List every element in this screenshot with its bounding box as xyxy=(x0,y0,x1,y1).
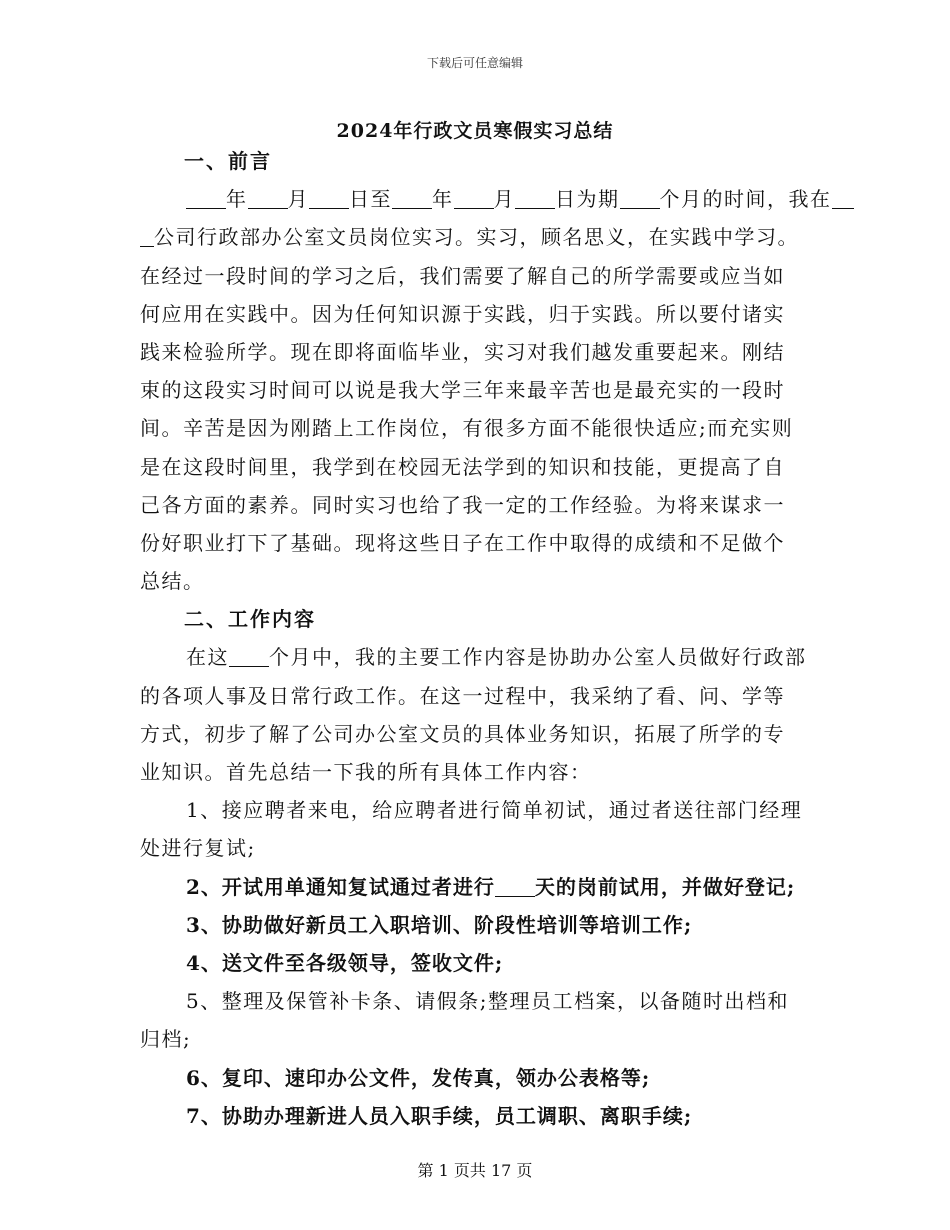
blank-field xyxy=(495,876,535,897)
work-item-1: 1、接应聘者来电，给应聘者进行简单初试，通过者送往部门经理 xyxy=(186,798,803,823)
work-item-1-cont: 处进行复试; xyxy=(140,836,256,861)
blank-field xyxy=(248,188,288,209)
blank-field xyxy=(515,188,555,209)
download-note: 下载后可任意编辑 xyxy=(426,56,523,70)
work-item-5-cont: 归档; xyxy=(140,1027,192,1052)
work-item-5: 5、整理及保管补卡条、请假条;整理员工档案，以备随时出档和 xyxy=(186,989,789,1014)
paragraph-line: 总结。 xyxy=(140,569,205,594)
blank-field xyxy=(454,188,494,209)
blank-field xyxy=(309,188,349,209)
paragraph-line: 业知识。首先总结一下我的所有具体工作内容： xyxy=(140,760,592,784)
work-item-3: 3、协助做好新员工入职培训、阶段性培训等培训工作; xyxy=(186,912,693,937)
work-item-4: 4、送文件至各级领导，签收文件; xyxy=(186,950,504,975)
paragraph-line: 何应用在实践中。因为任何知识源于实践，归于实践。所以要付诸实 xyxy=(140,301,785,326)
work-intro-line: 在这 个月中，我的主要工作内容是协助办公室人员做好行政部 xyxy=(186,645,807,670)
section-heading-work: 二、工作内容 xyxy=(184,607,316,632)
document-body xyxy=(140,142,832,1135)
paragraph-line: 的各项人事及日常行政工作。在这一过程中，我采纳了看、问、学等 xyxy=(140,683,785,708)
blank-field xyxy=(229,646,269,667)
work-item-2: 2、开试用单通知复试通过者进行 天的岗前试用，并做好登记; xyxy=(186,874,796,899)
paragraph-line: 份好职业打下了基础。现将这些日子在工作中取得的成绩和不足做个 xyxy=(140,530,785,555)
work-item-6: 6、复印、速印办公文件，发传真，领办公表格等; xyxy=(186,1065,651,1090)
paragraph-line: 在经过一段时间的学习之后，我们需要了解自己的所学需要或应当如 xyxy=(140,263,785,288)
paragraph-line: 己各方面的素养。同时实习也给了我一定的工作经验。为将来谋求一 xyxy=(140,492,785,517)
paragraph-line: 间。辛苦是因为刚踏上工作岗位，有很多方面不能很快适应;而充实则 xyxy=(140,416,794,441)
section-heading-intro: 一、前言 xyxy=(184,149,272,173)
paragraph-line: 践来检验所学。现在即将面临毕业，实习对我们越发重要起来。刚结 xyxy=(140,339,785,364)
blank-field xyxy=(140,226,154,247)
paragraph-line: 束的这段实习时间可以说是我大学三年来最辛苦也是最充实的一段时 xyxy=(140,378,785,403)
work-item-7: 7、协助办理新进人员入职手续，员工调职、离职手续; xyxy=(186,1103,693,1128)
blank-field xyxy=(392,188,432,209)
paragraph-line: 是在这段时间里，我学到在校园无法学到的知识和技能，更提高了自 xyxy=(140,454,785,479)
document-title: 2024年行政文员寒假实习总结 xyxy=(336,120,614,142)
page-number: 第 1 页共 17 页 xyxy=(417,1161,533,1180)
blank-field xyxy=(832,188,854,209)
blank-field xyxy=(186,188,226,209)
paragraph-line: 公司行政部办公室文员岗位实习。实习，顾名思义，在实践中学习。 xyxy=(140,218,810,256)
intro-first-line: 年 月 日至 年 月 日为期 个月的时间，我在 xyxy=(140,180,810,218)
blank-field xyxy=(620,188,660,209)
paragraph-line: 方式，初步了解了公司办公室文员的具体业务知识，拓展了所学的专 xyxy=(140,721,785,746)
